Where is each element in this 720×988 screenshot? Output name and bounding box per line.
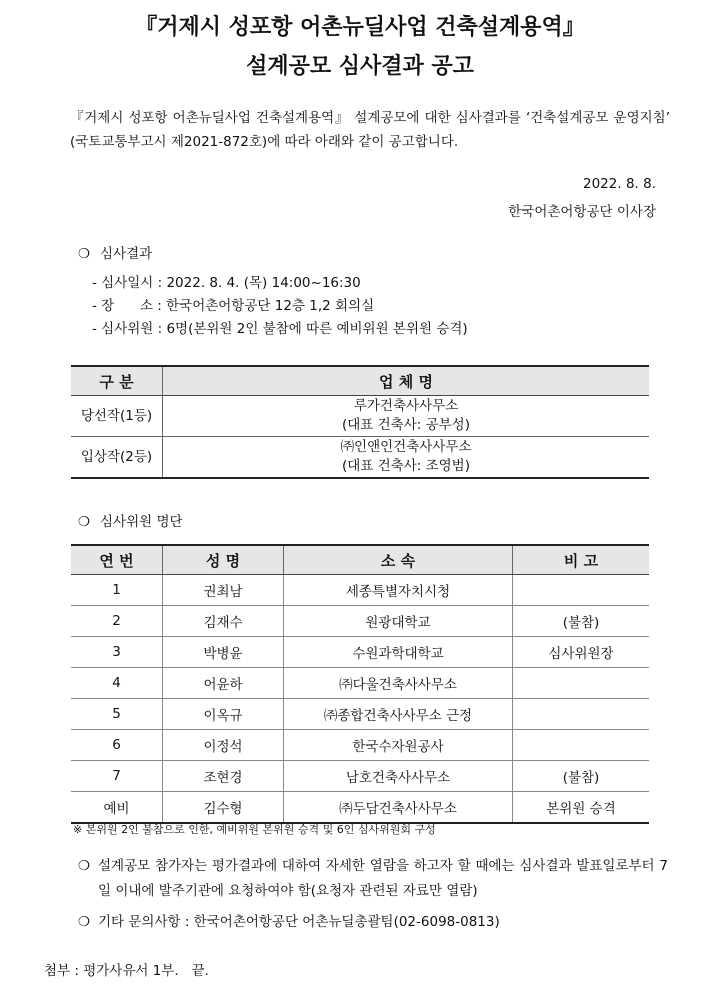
org-cell: 세종특별자치시청: [284, 575, 513, 606]
circle-bullet-icon: ❍: [78, 858, 91, 874]
name-cell: 권최남: [163, 575, 284, 606]
contact-paragraph: [78, 910, 668, 935]
org-cell: ㈜종합건축사사무소 근정: [284, 699, 513, 730]
attachment-line: 첨부 : 평가사유서 1부. 끝.: [44, 963, 209, 979]
notice-text: 설계공모 참가자는 평가결과에 대하여 자세한 열람을 하고자 할 때에는 심사결과 발표일로부터 7일 이내에 발주기관에 요청하여야 함(요청자 관련된 자료만 열람): [98, 858, 668, 899]
architect-name: (대표 건축사: 조영범): [342, 458, 470, 474]
org-cell: 수원과학대학교: [284, 637, 513, 668]
table-footnote: ※ 본위원 2인 불참으로 인한, 예비위원 본위원 승격 및 6인 심사위원회 구성: [73, 823, 436, 836]
section-label: 심사위원 명단: [100, 514, 183, 530]
table-row: [71, 637, 649, 668]
members-table: [71, 544, 649, 824]
announcement-date: 2022. 8. 8.: [583, 176, 656, 192]
company-cell: [163, 437, 650, 479]
table-row: [71, 761, 649, 792]
notice-paragraph: [78, 854, 668, 904]
table-row: [71, 606, 649, 637]
column-header: 업 체 명: [163, 366, 650, 396]
review-datetime: - 심사일시 : 2022. 8. 4. (목) 14:00~16:30: [92, 275, 361, 291]
name-cell: 김재수: [163, 606, 284, 637]
section-results-heading: [78, 242, 152, 262]
results-table: [71, 365, 649, 479]
column-header: 성 명: [163, 545, 284, 575]
category-cell: 당선작(1등): [71, 396, 163, 437]
document-title: 『거제시 성포항 어촌뉴딜사업 건축설계용역』: [135, 15, 585, 40]
name-cell: 박병윤: [163, 637, 284, 668]
column-header: 구 분: [71, 366, 163, 396]
table-header-row: [71, 366, 649, 396]
org-cell: 남호건축사사무소: [284, 761, 513, 792]
org-cell: ㈜다울건축사사무소: [284, 668, 513, 699]
contact-text: 기타 문의사항 : 한국어촌어항공단 어촌뉴딜총괄팀(02-6098-0813): [98, 914, 500, 930]
section-members-heading: [78, 510, 183, 530]
no-cell: 2: [71, 606, 163, 637]
no-cell: 3: [71, 637, 163, 668]
review-location: - 장 소 : 한국어촌어항공단 12층 1,2 회의실: [92, 298, 375, 314]
architect-name: (대표 건축사: 공부성): [342, 417, 470, 433]
name-cell: 김수형: [163, 792, 284, 824]
review-committee: - 심사위원 : 6명(본위원 2인 불참에 따른 예비위원 본위원 승격): [92, 321, 468, 337]
table-row: [71, 792, 649, 824]
note-cell: [513, 730, 650, 761]
intro-paragraph: 『거제시 성포항 어촌뉴딜사업 건축설계용역』 설계공모에 대한 심사결과를 ‘건축설계공모 운영지침’ (국토교통부고시 제2021-872호)에 따라 아래와 같이 공고합니다.: [70, 110, 670, 150]
column-header: 비 고: [513, 545, 650, 575]
note-cell: (불참): [513, 606, 650, 637]
note-cell: [513, 575, 650, 606]
table-row: [71, 730, 649, 761]
note-cell: 본위원 승격: [513, 792, 650, 824]
no-cell: 4: [71, 668, 163, 699]
circle-bullet-icon: ❍: [78, 246, 91, 262]
column-header: 소 속: [284, 545, 513, 575]
note-cell: [513, 668, 650, 699]
name-cell: 이옥규: [163, 699, 284, 730]
no-cell: 7: [71, 761, 163, 792]
no-cell: 5: [71, 699, 163, 730]
company-cell: [163, 396, 650, 437]
org-cell: 원광대학교: [284, 606, 513, 637]
name-cell: 어윤하: [163, 668, 284, 699]
no-cell: 1: [71, 575, 163, 606]
name-cell: 조현경: [163, 761, 284, 792]
no-cell: 6: [71, 730, 163, 761]
circle-bullet-icon: ❍: [78, 514, 91, 530]
name-cell: 이정석: [163, 730, 284, 761]
table-header-row: [71, 545, 649, 575]
table-row: [71, 396, 649, 437]
table-row: [71, 575, 649, 606]
no-cell: 예비: [71, 792, 163, 824]
company-name: 루가건축사사무소: [353, 398, 459, 414]
table-row: [71, 668, 649, 699]
issuer: 한국어촌어항공단 이사장: [508, 204, 656, 220]
column-header: 연 번: [71, 545, 163, 575]
note-cell: [513, 699, 650, 730]
table-row: [71, 437, 649, 479]
note-cell: 심사위원장: [513, 637, 650, 668]
category-cell: 입상작(2등): [71, 437, 163, 479]
org-cell: ㈜두담건축사사무소: [284, 792, 513, 824]
org-cell: 한국수자원공사: [284, 730, 513, 761]
circle-bullet-icon: ❍: [78, 914, 91, 930]
company-name: ㈜인앤인건축사사무소: [340, 439, 472, 455]
note-cell: (불참): [513, 761, 650, 792]
table-row: [71, 699, 649, 730]
document-subtitle: 설계공모 심사결과 공고: [246, 54, 474, 79]
section-label: 심사결과: [100, 246, 153, 262]
